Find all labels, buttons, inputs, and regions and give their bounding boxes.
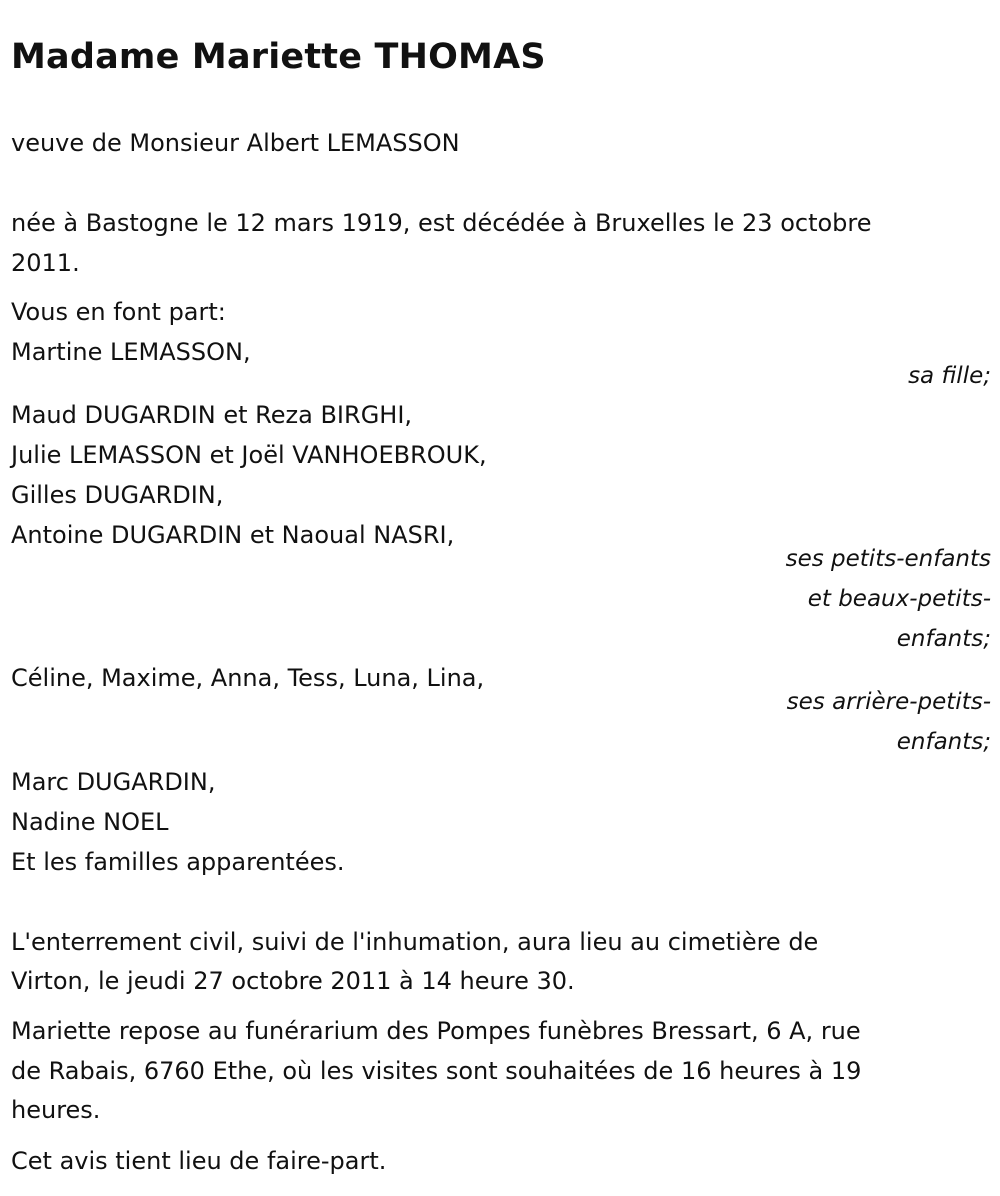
grandchild-line: Gilles DUGARDIN, xyxy=(11,481,224,509)
widow-line: veuve de Monsieur Albert LEMASSON xyxy=(11,129,460,157)
visitation-line-3: heures. xyxy=(11,1096,101,1124)
daughter-name: Martine LEMASSON, xyxy=(11,338,251,366)
grandchild-line: Julie LEMASSON et Joël VANHOEBROUK, xyxy=(11,441,487,469)
deceased-name: Madame Mariette THOMAS xyxy=(11,37,546,77)
great-grandchildren-role-line-1: ses arrière-petits- xyxy=(786,689,991,715)
grandchild-line: Maud DUGARDIN et Reza BIRGHI, xyxy=(11,401,413,429)
announcement-intro: Vous en font part: xyxy=(11,298,226,326)
daughter-role: sa fille; xyxy=(908,363,991,389)
visitation-line-1: Mariette repose au funérarium des Pompes funèbres Bressart, 6 A, rue xyxy=(11,1017,861,1045)
visitation-line-2: de Rabais, 6760 Ethe, où les visites sont souhaitées de 16 heures à 19 xyxy=(11,1057,862,1085)
other-relative-line: Et les familles apparentées. xyxy=(11,848,345,876)
funeral-line-2: Virton, le jeudi 27 octobre 2011 à 14 heure 30. xyxy=(11,967,575,995)
birth-death-line-1: née à Bastogne le 12 mars 1919, est décédée à Bruxelles le 23 octobre xyxy=(11,209,872,237)
grandchildren-role-line-2: et beaux-petits- xyxy=(807,586,991,612)
great-grandchildren-names: Céline, Maxime, Anna, Tess, Luna, Lina, xyxy=(11,664,485,692)
grandchildren-role-line-1: ses petits-enfants xyxy=(785,546,991,572)
closing-line: Cet avis tient lieu de faire-part. xyxy=(11,1147,387,1175)
grandchild-line: Antoine DUGARDIN et Naoual NASRI, xyxy=(11,521,455,549)
grandchildren-role-line-3: enfants; xyxy=(896,626,991,652)
funeral-line-1: L'enterrement civil, suivi de l'inhumation, aura lieu au cimetière de xyxy=(11,928,819,956)
other-relative-line: Nadine NOEL xyxy=(11,808,169,836)
other-relative-line: Marc DUGARDIN, xyxy=(11,768,216,796)
great-grandchildren-role-line-2: enfants; xyxy=(896,729,991,755)
birth-death-line-2: 2011. xyxy=(11,249,80,277)
